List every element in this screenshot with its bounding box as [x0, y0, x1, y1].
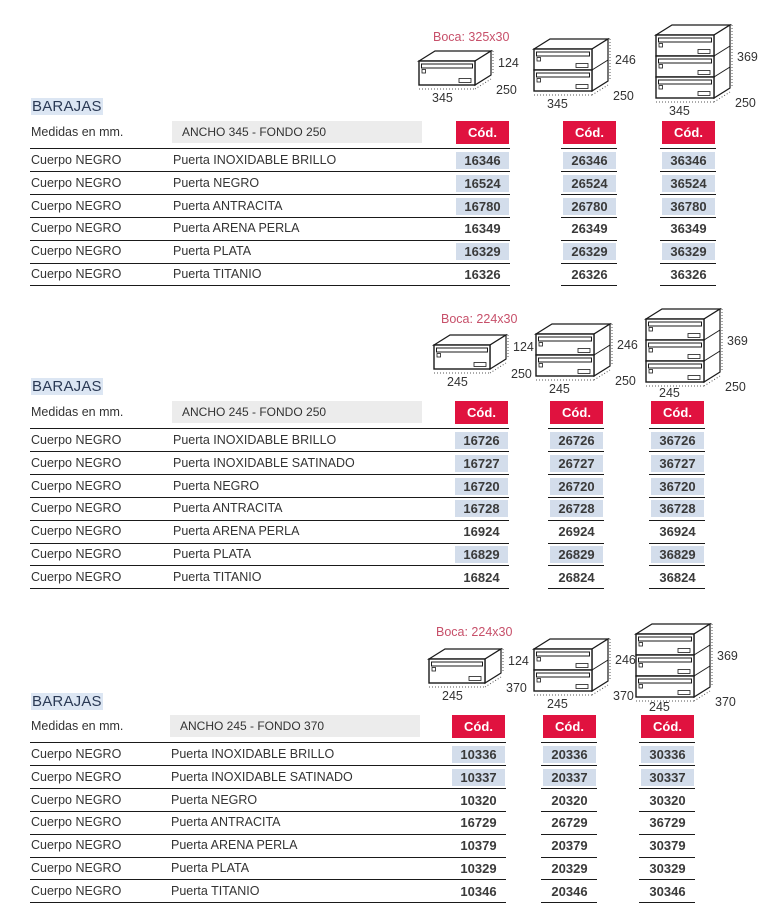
- row-divider: [541, 834, 597, 835]
- product-code: 10329: [460, 861, 497, 876]
- box-height-label: 369: [727, 333, 748, 348]
- product-code: 16780: [456, 198, 509, 215]
- measures-label: Medidas en mm.: [31, 719, 124, 733]
- product-code: 26924: [558, 524, 595, 540]
- body-color: Cuerpo NEGRO: [31, 861, 122, 875]
- row-divider: [541, 902, 597, 903]
- box-width-label: 245: [442, 689, 463, 703]
- product-code: 20320: [551, 792, 588, 808]
- box-height-label: 246: [617, 338, 638, 352]
- product-code: 36727: [651, 455, 704, 472]
- row-divider: [541, 742, 597, 743]
- row-divider: [541, 879, 597, 880]
- product-code: 26720: [550, 478, 603, 495]
- code-column-header: Cód.: [641, 715, 694, 738]
- box-depth-label: 250: [735, 96, 756, 110]
- row-divider: [548, 474, 604, 475]
- row-divider: [548, 428, 604, 429]
- product-code: 16829: [455, 546, 508, 563]
- row-divider: [639, 811, 695, 812]
- product-code: 26524: [563, 175, 616, 192]
- body-color: Cuerpo NEGRO: [31, 501, 122, 516]
- body-color: Cuerpo NEGRO: [31, 267, 122, 281]
- code-column-header: Cód.: [563, 121, 616, 144]
- product-code: 36326: [670, 267, 707, 282]
- product-code: 30379: [649, 838, 686, 854]
- product-code: 26780: [563, 198, 616, 215]
- product-code: 30320: [649, 792, 686, 808]
- body-color: Cuerpo NEGRO: [31, 478, 122, 493]
- row-divider: [649, 520, 705, 521]
- door-finish: Puerta TITANIO: [171, 883, 260, 898]
- product-code: 16326: [464, 267, 501, 282]
- row-divider: [660, 285, 716, 286]
- product-code: 36349: [670, 221, 707, 237]
- door-finish: Puerta NEGRO: [171, 792, 258, 807]
- product-code: 10336: [452, 746, 505, 763]
- mailbox-1-unit-icon: [418, 50, 496, 92]
- product-code: 26729: [551, 815, 588, 831]
- row-divider: [660, 171, 716, 172]
- row-divider: [639, 765, 695, 766]
- slot-size-label: Boca: 224x30: [441, 312, 518, 326]
- product-code: 26727: [550, 455, 603, 472]
- row-divider: [548, 565, 604, 566]
- slot-size-label: Boca: 224x30: [436, 625, 513, 639]
- body-color: Cuerpo NEGRO: [31, 747, 122, 761]
- product-code: 10337: [452, 769, 505, 786]
- row-divider: [660, 194, 716, 195]
- row-divider: [649, 428, 705, 429]
- product-code: 36780: [662, 198, 715, 215]
- row-divider: [649, 543, 705, 544]
- box-width-label: 245: [549, 382, 570, 396]
- door-finish: Puerta INOXIDABLE SATINADO: [171, 769, 353, 784]
- row-divider: [30, 588, 509, 589]
- row-divider: [660, 240, 716, 241]
- box-width-label: 345: [547, 97, 568, 111]
- door-finish: Puerta INOXIDABLE BRILLO: [173, 153, 337, 167]
- body-color: Cuerpo NEGRO: [31, 221, 122, 236]
- row-divider: [561, 194, 617, 195]
- product-code: 26346: [563, 152, 616, 169]
- code-column-header: Cód.: [455, 401, 508, 424]
- product-code: 10379: [460, 838, 497, 854]
- row-divider: [541, 765, 597, 766]
- door-finish: Puerta ARENA PERLA: [171, 838, 298, 853]
- product-code: 16728: [455, 500, 508, 517]
- product-code: 10346: [460, 883, 497, 899]
- row-divider: [30, 285, 510, 286]
- box-height-label: 246: [615, 653, 636, 667]
- row-divider: [639, 834, 695, 835]
- product-code: 36924: [659, 524, 696, 540]
- product-code: 16720: [455, 478, 508, 495]
- box-width-label: 245: [649, 700, 670, 714]
- mailbox-1-unit-icon: [428, 648, 506, 690]
- product-code: 26728: [550, 500, 603, 517]
- body-color: Cuerpo NEGRO: [31, 883, 122, 898]
- product-code: 26726: [550, 432, 603, 449]
- row-divider: [541, 811, 597, 812]
- code-column-header: Cód.: [651, 401, 704, 424]
- product-code: 36824: [659, 569, 696, 585]
- door-finish: Puerta INOXIDABLE BRILLO: [171, 747, 335, 761]
- row-divider: [561, 240, 617, 241]
- row-divider: [548, 451, 604, 452]
- box-depth-label: 370: [715, 695, 736, 709]
- box-depth-label: 250: [613, 89, 634, 103]
- product-code: 30346: [649, 883, 686, 899]
- product-code: 26349: [571, 221, 608, 237]
- row-divider: [649, 497, 705, 498]
- body-color: Cuerpo NEGRO: [31, 815, 122, 830]
- section-title: BARAJAS: [32, 693, 102, 710]
- mailbox-3-unit-icon: [655, 24, 735, 105]
- body-color: Cuerpo NEGRO: [31, 153, 122, 167]
- box-height-label: 124: [508, 654, 529, 668]
- body-color: Cuerpo NEGRO: [31, 175, 122, 190]
- row-divider: [561, 285, 617, 286]
- code-column-header: Cód.: [452, 715, 505, 738]
- product-code: 20329: [551, 861, 588, 876]
- product-code: 20337: [543, 769, 596, 786]
- product-code: 36329: [662, 243, 715, 260]
- product-code: 16824: [463, 569, 500, 585]
- code-column-header: Cód.: [550, 401, 603, 424]
- box-depth-label: 370: [506, 681, 527, 695]
- code-column-header: Cód.: [662, 121, 715, 144]
- row-divider: [660, 217, 716, 218]
- body-color: Cuerpo NEGRO: [31, 769, 122, 784]
- door-finish: Puerta INOXIDABLE BRILLO: [173, 433, 337, 447]
- box-depth-label: 370: [613, 689, 634, 703]
- product-code: 36524: [662, 175, 715, 192]
- box-width-label: 345: [432, 91, 453, 105]
- product-code: 36726: [651, 432, 704, 449]
- code-column-header: Cód.: [543, 715, 596, 738]
- section-title: BARAJAS: [32, 378, 102, 395]
- door-finish: Puerta TITANIO: [173, 569, 262, 584]
- product-code: 26824: [558, 569, 595, 585]
- door-finish: Puerta NEGRO: [173, 478, 260, 493]
- box-width-label: 345: [669, 104, 690, 118]
- product-code: 36728: [651, 500, 704, 517]
- body-color: Cuerpo NEGRO: [31, 838, 122, 853]
- door-finish: Puerta PLATA: [173, 547, 252, 561]
- box-height-label: 124: [513, 340, 534, 354]
- row-divider: [548, 588, 604, 589]
- door-finish: Puerta PLATA: [173, 244, 252, 259]
- measures-label: Medidas en mm.: [31, 125, 124, 139]
- product-code: 10320: [460, 792, 497, 808]
- product-code: 30329: [649, 861, 686, 876]
- product-code: 16349: [464, 221, 501, 237]
- product-code: 36346: [662, 152, 715, 169]
- product-code: 16524: [456, 175, 509, 192]
- row-divider: [30, 902, 506, 903]
- body-color: Cuerpo NEGRO: [31, 198, 122, 213]
- slot-size-label: Boca: 325x30: [433, 30, 510, 44]
- row-divider: [649, 588, 705, 589]
- row-divider: [639, 788, 695, 789]
- row-divider: [639, 879, 695, 880]
- row-divider: [649, 565, 705, 566]
- product-code: 16346: [456, 152, 509, 169]
- box-width-label: 245: [659, 386, 680, 400]
- measures-value: ANCHO 245 - FONDO 370: [170, 715, 420, 737]
- row-divider: [561, 217, 617, 218]
- row-divider: [649, 451, 705, 452]
- row-divider: [561, 171, 617, 172]
- door-finish: Puerta ANTRACITA: [171, 815, 281, 830]
- row-divider: [660, 148, 716, 149]
- door-finish: Puerta PLATA: [171, 861, 250, 875]
- body-color: Cuerpo NEGRO: [31, 569, 122, 584]
- product-code: 30336: [641, 746, 694, 763]
- row-divider: [660, 263, 716, 264]
- product-code: 16726: [455, 432, 508, 449]
- box-depth-label: 250: [725, 380, 746, 394]
- product-code: 36729: [649, 815, 686, 831]
- door-finish: Puerta TITANIO: [173, 267, 262, 281]
- body-color: Cuerpo NEGRO: [31, 455, 122, 470]
- row-divider: [548, 497, 604, 498]
- box-height-label: 124: [498, 56, 519, 70]
- code-column-header: Cód.: [456, 121, 509, 144]
- row-divider: [548, 543, 604, 544]
- mailbox-1-unit-icon: [433, 334, 511, 376]
- mailbox-3-unit-icon: [645, 308, 725, 389]
- row-divider: [561, 263, 617, 264]
- box-depth-label: 250: [496, 83, 517, 97]
- row-divider: [649, 474, 705, 475]
- row-divider: [561, 148, 617, 149]
- row-divider: [639, 902, 695, 903]
- product-code: 26326: [571, 267, 608, 282]
- door-finish: Puerta ARENA PERLA: [173, 524, 300, 539]
- mailbox-2-unit-icon: [535, 323, 615, 383]
- product-code: 16924: [463, 524, 500, 540]
- row-divider: [639, 742, 695, 743]
- door-finish: Puerta INOXIDABLE SATINADO: [173, 455, 355, 470]
- box-height-label: 369: [717, 648, 738, 663]
- box-width-label: 245: [447, 375, 468, 389]
- product-code: 20336: [543, 746, 596, 763]
- product-code: 36720: [651, 478, 704, 495]
- product-code: 16729: [460, 815, 497, 831]
- box-height-label: 246: [615, 53, 636, 67]
- product-code: 20379: [551, 838, 588, 854]
- measures-value: ANCHO 345 - FONDO 250: [172, 121, 422, 143]
- body-color: Cuerpo NEGRO: [31, 433, 122, 447]
- product-code: 16329: [456, 243, 509, 260]
- row-divider: [541, 788, 597, 789]
- body-color: Cuerpo NEGRO: [31, 792, 122, 807]
- box-height-label: 369: [737, 49, 758, 64]
- door-finish: Puerta ANTRACITA: [173, 501, 283, 516]
- product-code: 36829: [651, 546, 704, 563]
- product-code: 30337: [641, 769, 694, 786]
- row-divider: [548, 520, 604, 521]
- row-divider: [639, 857, 695, 858]
- body-color: Cuerpo NEGRO: [31, 524, 122, 539]
- box-depth-label: 250: [511, 367, 532, 381]
- measures-label: Medidas en mm.: [31, 405, 124, 419]
- row-divider: [541, 857, 597, 858]
- body-color: Cuerpo NEGRO: [31, 547, 122, 561]
- product-code: 20346: [551, 883, 588, 899]
- box-depth-label: 250: [615, 374, 636, 388]
- product-code: 26329: [563, 243, 616, 260]
- door-finish: Puerta ANTRACITA: [173, 198, 283, 213]
- mailbox-3-unit-icon: [635, 623, 715, 704]
- mailbox-2-unit-icon: [533, 38, 613, 98]
- box-width-label: 245: [547, 697, 568, 711]
- mailbox-2-unit-icon: [533, 638, 613, 698]
- measures-value: ANCHO 245 - FONDO 250: [172, 401, 422, 423]
- body-color: Cuerpo NEGRO: [31, 244, 122, 259]
- door-finish: Puerta ARENA PERLA: [173, 221, 300, 236]
- product-code: 26829: [550, 546, 603, 563]
- door-finish: Puerta NEGRO: [173, 175, 260, 190]
- section-title: BARAJAS: [32, 98, 102, 115]
- product-code: 16727: [455, 455, 508, 472]
